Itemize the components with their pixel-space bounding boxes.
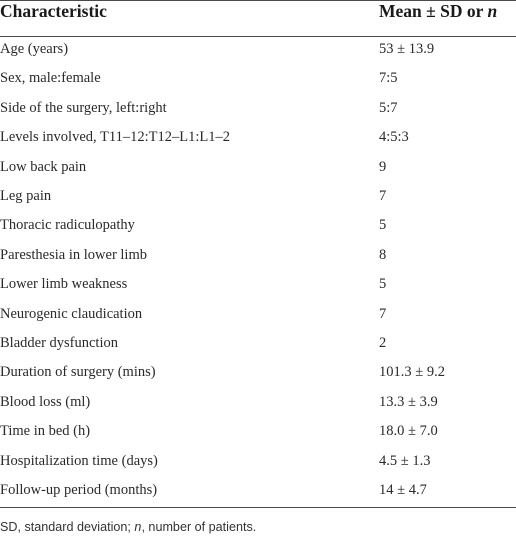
footnote-n: n [134, 520, 142, 534]
table-footnote [0, 520, 256, 534]
table-row [0, 271, 516, 300]
table-row [0, 154, 516, 183]
cell-characteristic: Paresthesia in lower limb [0, 246, 147, 263]
table-row [0, 477, 516, 506]
table-bottom-rule [0, 507, 516, 508]
cell-characteristic: Hospitalization time (days) [0, 452, 158, 469]
table-row [0, 301, 516, 330]
cell-characteristic: Levels involved, T11–12:T12–L1:L1–2 [0, 129, 230, 146]
table-row [0, 330, 516, 359]
cell-value: 5:7 [379, 99, 398, 116]
cell-characteristic: Neurogenic claudication [0, 305, 143, 322]
cell-characteristic: Bladder dysfunction [0, 335, 118, 351]
cell-value: 7:5 [379, 70, 398, 87]
footnote-part2: , number of patients. [141, 520, 257, 534]
table-row [0, 389, 516, 418]
table-row [0, 95, 516, 124]
header-value-prefix: Mean ± SD or [379, 1, 488, 21]
table-row [0, 359, 516, 388]
cell-value: 7 [379, 305, 387, 322]
cell-value: 14 ± 4.7 [379, 482, 427, 498]
cell-characteristic: Time in bed (h) [0, 423, 91, 440]
cell-value: 53 ± 13.9 [379, 41, 435, 57]
header-value [379, 0, 497, 22]
cell-characteristic: Thoracic radiculopathy [0, 217, 135, 234]
cell-characteristic: Sex, male:female [0, 70, 101, 87]
cell-characteristic: Lower limb weakness [0, 276, 128, 293]
cell-value: 5 [379, 217, 387, 234]
cell-characteristic: Age (years) [0, 41, 69, 57]
table-row [0, 212, 516, 241]
table-row [0, 124, 516, 153]
table-row [0, 448, 516, 477]
cell-characteristic: Leg pain [0, 188, 52, 204]
cell-characteristic: Blood loss (ml) [0, 393, 91, 410]
table-header-row [0, 0, 516, 36]
table-row [0, 242, 516, 271]
table-row [0, 65, 516, 94]
cell-value: 8 [379, 246, 387, 263]
cell-characteristic: Duration of surgery (mins) [0, 364, 156, 381]
cell-value: 101.3 ± 9.2 [379, 364, 445, 381]
cell-value: 13.3 ± 3.9 [379, 393, 438, 410]
table-row [0, 36, 516, 65]
cell-value: 18.0 ± 7.0 [379, 423, 438, 440]
cell-value: 9 [379, 158, 387, 175]
cell-characteristic: Follow-up period (months) [0, 482, 158, 498]
cell-value: 2 [379, 335, 387, 351]
cell-value: 5 [379, 276, 387, 293]
header-value-n: n [487, 1, 498, 21]
cell-characteristic: Low back pain [0, 158, 87, 175]
header-characteristic: Characteristic [0, 1, 107, 21]
table-row [0, 183, 516, 212]
table-row [0, 418, 516, 447]
cell-characteristic: Side of the surgery, left:right [0, 99, 167, 116]
cell-value: 7 [379, 188, 387, 204]
cell-value: 4.5 ± 1.3 [379, 452, 431, 469]
footnote-part1: SD, standard deviation; [0, 520, 135, 534]
cell-value: 4:5:3 [379, 129, 409, 146]
